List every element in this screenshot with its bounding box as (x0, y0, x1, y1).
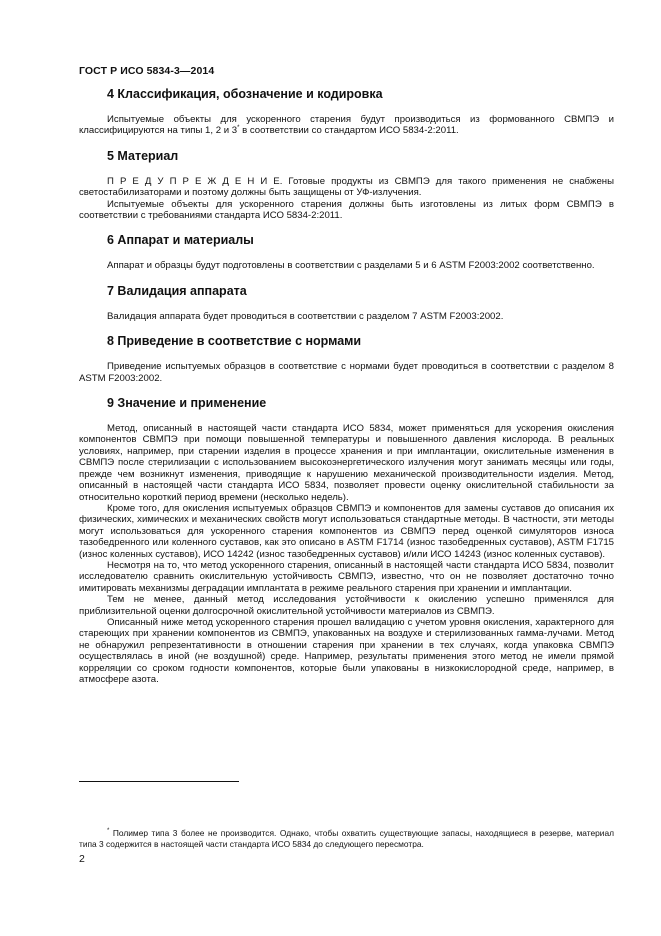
paragraph: Испытуемые объекты для ускоренного старения должны быть изготовлены из литых форм СВМПЭ в соответствии с требованиями стандарта ИСО 5834-2:2011. (79, 198, 614, 222)
section-7 (79, 283, 614, 322)
footnote: * Полимер типа 3 более не производится. Однако, чтобы охватить существующие запасы, находящиеся в резерве, материал типа 3 содержится в настоящей части стандарта ИСО 5834 до следующего пересмотра. (79, 828, 614, 849)
paragraph: Испытуемые объекты для ускоренного старения будут производиться из формованного СВМПЭ и классифицируются на типы 1, 2 и 3* в соответствии со стандартом ИСО 5834-2:2011. (79, 114, 614, 137)
section-4 (79, 86, 614, 137)
footnote-marker: * (107, 828, 110, 835)
footnote-marker: * (237, 125, 240, 132)
paragraph: П Р Е Д У П Р Е Ж Д Е Н И Е. Готовые продукты из СВМПЭ для такого применения не снабжены светостабилизаторами и поэтому должны быть защищены от УФ-излучения. (79, 175, 614, 199)
paragraph: Несмотря на то, что метод ускоренного старения, описанный в настоящей части стандарта ИСО 5834, позволит исследователю сравнить окислительную устойчивость СВМПЭ, известно, что он не позволяет достаточно точно имитировать механизмы деградации имплантата в режиме реального старения при хранении и имплантации. (79, 559, 614, 594)
paragraph: Аппарат и образцы будут подготовлены в соответствии с разделами 5 и 6 ASTM F2003:2002 соответственно. (107, 260, 595, 272)
section-5 (79, 148, 614, 222)
paragraph: Тем не менее, данный метод исследования устойчивости к окислению успешно применялся для приблизительной оценки долгосрочной окислительной устойчивости материалов из СВМПЭ. (79, 594, 614, 617)
paragraph: Приведение испытуемых образцов в соответствие с нормами будет проводиться в соответствии с разделом 8 ASTM F2003:2002. (79, 361, 614, 384)
section-6 (79, 232, 614, 271)
page-number: 2 (79, 853, 85, 865)
paragraph: Описанный ниже метод ускоренного старения прошел валидацию с учетом уровня окисления, характерного для стареющих при хранении компонентов из СВМПЭ, упакованных на воздухе и стерилизованных гамма-лучами. Метод не обнаружил репрезентативности в отношении старения при хранении в тех случаях, когда упаковка СВМПЭ осуществлялась в иной (не воздушной) среде. Например, результаты применения этого метод не имели прямой корреляции со сроком годности компонентов, которые были упакованы в низкокислородной среде, например, в атмосфере азота. (79, 616, 614, 685)
section-title: 9 Значение и применение (107, 396, 267, 411)
paragraph: Валидация аппарата будет проводиться в соответствии с разделом 7 ASTM F2003:2002. (107, 310, 504, 322)
document-body (79, 86, 614, 696)
standard-header: ГОСТ Р ИСО 5834-3—2014 (79, 65, 215, 77)
section-title: 4 Классификация, обозначение и кодировка (107, 87, 383, 101)
section-title: 8 Приведение в соответствие с нормами (107, 334, 362, 349)
paragraph: Кроме того, для окисления испытуемых образцов СВМПЭ и компонентов для замены суставов до описания их физических, химических и механических свойств могут использоваться стандартные методы. В частности, эти методы могут использоваться для ускоренного старения компонентов из СВМПЭ перед оценкой симуляторов износа тазобедренного или коленного суставов, как это описано в ASTM F1714 (износ тазобедренных суставов), ASTM F1715 (износ коленных суставов), ИСО 14242 (износ тазобедренных суставов) и/или ИСО 14243 (износ коленных суставов). (79, 502, 614, 560)
paragraph: Метод, описанный в настоящей части стандарта ИСО 5834, может применяться для ускорения окисления компонентов СВМПЭ при помощи повышенной температуры и повышенного давления кислорода. В реальных условиях, например, при старении изделия в процессе хранения и при имплантации, окислительные изменения в СВМПЭ после стерилизации с использованием высокоэнергетического излучения могут занимать месяцы или годы, прежде чем возникнут изменения, приводящие к нарушению механической производительности изделия. Метод, описанный в настоящей части стандарта ИСО 5834, позволяет провести оценку окислительной стабильности за относительно короткий период времени (несколько недель). (79, 423, 614, 503)
section-title: 7 Валидация аппарата (107, 283, 247, 298)
section-9 (79, 395, 614, 685)
section-8 (79, 333, 614, 384)
footnote-divider (79, 781, 239, 782)
section-title: 6 Аппарат и материалы (107, 233, 254, 248)
section-title: 5 Материал (107, 148, 179, 163)
